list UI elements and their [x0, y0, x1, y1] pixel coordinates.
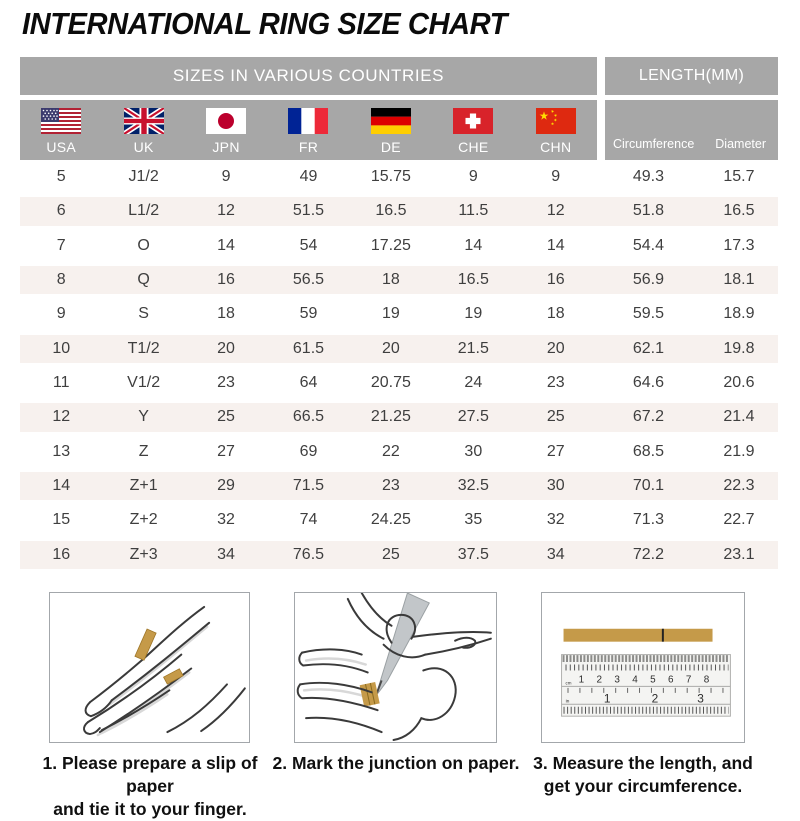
table-row: [20, 229, 778, 263]
table-cell: 18.9: [723, 305, 755, 323]
step-2-illustration-box: [294, 592, 497, 743]
table-cell: 68.5: [632, 442, 665, 460]
caption-line: and tie it to your finger.: [53, 799, 247, 820]
svg-text:cm: cm: [565, 680, 572, 686]
table-cell: 71.3: [632, 511, 665, 529]
table-cell: 64.6: [632, 373, 665, 391]
table-cell: 19: [382, 305, 400, 323]
svg-text:3: 3: [697, 691, 704, 706]
table-cell: 56.9: [632, 270, 665, 288]
table-cell: 22.3: [723, 476, 755, 494]
svg-text:in: in: [565, 699, 570, 705]
table-cell: 18.1: [723, 270, 755, 288]
table-cell: S: [138, 305, 149, 323]
table-cell: 23.1: [723, 545, 755, 563]
table-row: [20, 263, 778, 297]
table-cell: 11: [52, 373, 70, 391]
table-row: [20, 538, 778, 572]
table-cell: 34: [546, 545, 565, 563]
svg-text:1: 1: [578, 674, 585, 686]
marking-pen-illustration: [295, 593, 496, 742]
table-cell: 32: [546, 511, 565, 529]
table-cell: L1/2: [128, 202, 160, 220]
table-cell: 72.2: [632, 545, 665, 563]
table-rows: [20, 160, 778, 572]
china-flag-icon: [536, 108, 576, 134]
table-cell: 18: [382, 270, 400, 288]
table-cell: J1/2: [128, 168, 159, 185]
table-cell: 74: [299, 511, 318, 529]
table-cell: 15.7: [723, 168, 755, 185]
table-cell: 56.5: [292, 270, 325, 288]
table-cell: 59: [299, 305, 318, 323]
paper-slip-icon: [135, 629, 156, 660]
table-cell: 12: [52, 408, 71, 426]
paper-band-icon: [360, 682, 380, 707]
step-3-illustration-box: [541, 592, 745, 743]
table-cell: 62.1: [632, 339, 665, 357]
table-cell: 29: [217, 476, 235, 494]
svg-text:1: 1: [603, 691, 611, 706]
japan-flag-icon: [206, 108, 246, 134]
svg-text:3: 3: [614, 674, 620, 686]
table-cell: 20: [382, 339, 400, 357]
table-cell: 12: [546, 202, 565, 220]
table-cell: 23: [382, 476, 400, 494]
table-cell: 19.8: [723, 339, 755, 357]
table-cell: O: [137, 236, 150, 254]
table-cell: 32.5: [457, 476, 489, 494]
table-cell: 14: [217, 236, 235, 254]
table-cell: 70.1: [632, 476, 665, 494]
table-cell: 16: [217, 270, 235, 288]
hand-with-paper-illustration: [50, 593, 249, 742]
table-cell: 32: [217, 511, 235, 529]
table-cell: 54: [299, 236, 318, 254]
table-cell: 20.75: [370, 373, 411, 391]
table-row: [20, 297, 778, 331]
column-fr: [267, 100, 349, 160]
table-cell: 7: [56, 236, 66, 254]
table-cell: 25: [217, 408, 235, 426]
france-flag-icon: [288, 108, 328, 134]
table-cell: 22: [382, 442, 400, 460]
table-cell: 66.5: [292, 408, 325, 426]
table-row: [20, 469, 778, 503]
table-cell: 25: [382, 545, 400, 563]
table-cell: 21.5: [457, 339, 489, 357]
length-columns: [605, 100, 778, 160]
table-cell: 14: [52, 476, 71, 494]
table-cell: 27: [217, 442, 235, 460]
table-cell: 12: [217, 202, 235, 220]
table-cell: Z+2: [129, 511, 158, 529]
country-label-usa: USA: [46, 139, 77, 155]
paper-strip-icon: [564, 629, 713, 642]
table-cell: 71.5: [292, 476, 325, 494]
table-cell: 30: [546, 476, 565, 494]
column-de: [350, 100, 432, 160]
group-header-length: LENGTH(MM): [605, 57, 778, 95]
table-row: [20, 503, 778, 537]
table-cell: 51.5: [292, 202, 325, 220]
table-cell: 16: [546, 270, 565, 288]
table-cell: 16.5: [457, 270, 489, 288]
country-label-che: DE: [380, 139, 401, 155]
caption-line: get your circumference.: [543, 776, 743, 797]
table-cell: 9: [56, 305, 66, 323]
table-cell: 14: [464, 236, 483, 254]
table-cell: 27.5: [457, 408, 489, 426]
table-cell: 8: [56, 270, 66, 288]
table-cell: 18: [217, 305, 235, 323]
column-usa: [20, 100, 102, 160]
table-cell: 37.5: [457, 545, 489, 563]
country-label-chn: CHN: [540, 139, 572, 155]
usa-flag-icon: [41, 108, 81, 134]
column-chn: [515, 100, 597, 160]
table-cell: 5: [56, 168, 66, 185]
table-cell: 17.25: [370, 236, 411, 254]
table-cell: Y: [138, 408, 149, 426]
table-cell: 20: [546, 339, 565, 357]
svg-text:5: 5: [650, 674, 656, 686]
svg-text:7: 7: [685, 674, 692, 686]
table-cell: 15.75: [370, 168, 411, 185]
country-label-fr: FR: [298, 139, 319, 155]
table-cell: 20.6: [723, 373, 755, 391]
table-cell: 24: [464, 373, 483, 391]
table-cell: 17.3: [723, 236, 755, 254]
caption-line: 1. Please prepare a slip of paper: [42, 753, 258, 797]
table-cell: 20: [217, 339, 235, 357]
step-2-caption: [266, 752, 526, 775]
table-row: [20, 194, 778, 228]
country-header-row: [20, 100, 778, 160]
uk-flag-icon: [124, 108, 164, 134]
svg-text:2: 2: [596, 674, 603, 686]
table-cell: 23: [217, 373, 235, 391]
table-cell: 59.5: [632, 305, 665, 323]
table-cell: 51.8: [632, 202, 665, 220]
step-1-illustration-box: [49, 592, 250, 743]
table-cell: 27: [546, 442, 565, 460]
caption-line: 2. Mark the junction on paper.: [272, 753, 520, 773]
table-cell: 16.5: [375, 202, 407, 220]
table-cell: T1/2: [127, 339, 160, 357]
table-row: [20, 400, 778, 434]
table-cell: 67.2: [632, 408, 665, 426]
table-cell: 13: [52, 442, 71, 460]
column-label-circumference: Circumference: [613, 137, 695, 151]
table-cell: 54.4: [632, 236, 665, 254]
table-cell: 35: [464, 511, 483, 529]
table-row: [20, 366, 778, 400]
table-cell: 49: [299, 168, 318, 185]
ruler-illustration: [542, 593, 744, 742]
table-cell: 19: [464, 305, 483, 323]
table-cell: Z: [138, 442, 149, 460]
table-cell: 21.9: [723, 442, 755, 460]
table-cell: 9: [221, 168, 231, 185]
table-cell: 22.7: [723, 511, 755, 529]
country-label-uk: UK: [133, 139, 154, 155]
table-cell: 23: [546, 373, 565, 391]
table-cell: 24.25: [370, 511, 411, 529]
table-cell: 14: [546, 236, 565, 254]
column-label-diameter: Diameter: [715, 137, 766, 151]
table-cell: 49.3: [632, 168, 665, 185]
country-columns: [20, 100, 597, 160]
page-title: INTERNATIONAL RING SIZE CHART: [22, 6, 507, 41]
table-cell: 11.5: [458, 202, 489, 220]
column-che: [432, 100, 514, 160]
column-uk: [102, 100, 184, 160]
step-3-caption: [513, 752, 773, 798]
svg-text:2: 2: [651, 691, 659, 706]
table-cell: 6: [56, 202, 66, 220]
table-cell: 16.5: [723, 202, 755, 220]
svg-text:4: 4: [632, 674, 638, 686]
table-row: [20, 160, 778, 194]
table-cell: 18: [546, 305, 565, 323]
table-cell: V1/2: [127, 373, 161, 391]
table-cell: 76.5: [292, 545, 325, 563]
caption-line: 3. Measure the length, and: [533, 753, 753, 773]
country-label-jpn: JPN: [212, 139, 240, 155]
group-header-row: [20, 57, 778, 95]
germany-flag-icon: [371, 108, 411, 134]
table-cell: 10: [52, 339, 71, 357]
table-cell: 61.5: [292, 339, 325, 357]
table-cell: 15: [52, 511, 71, 529]
svg-text:8: 8: [703, 674, 710, 686]
ring-size-table: [20, 57, 778, 572]
table-cell: 30: [464, 442, 483, 460]
table-cell: 16: [52, 545, 71, 563]
table-cell: 21.4: [723, 408, 755, 426]
table-cell: 21.25: [370, 408, 411, 426]
table-cell: 64: [299, 373, 318, 391]
table-cell: Z+3: [129, 545, 158, 563]
table-cell: 9: [468, 168, 478, 185]
table-cell: 9: [551, 168, 561, 185]
table-cell: 69: [299, 442, 318, 460]
country-label-che: CHE: [458, 139, 489, 155]
switzerland-flag-icon: [453, 108, 493, 134]
table-row: [20, 435, 778, 469]
column-jpn: [185, 100, 267, 160]
table-cell: 25: [546, 408, 565, 426]
table-cell: Z+1: [129, 476, 158, 494]
table-row: [20, 332, 778, 366]
step-1-caption: [20, 752, 280, 821]
svg-text:6: 6: [668, 674, 674, 686]
table-cell: 34: [217, 545, 235, 563]
table-cell: Q: [137, 270, 150, 288]
group-header-sizes: SIZES IN VARIOUS COUNTRIES: [20, 57, 597, 95]
